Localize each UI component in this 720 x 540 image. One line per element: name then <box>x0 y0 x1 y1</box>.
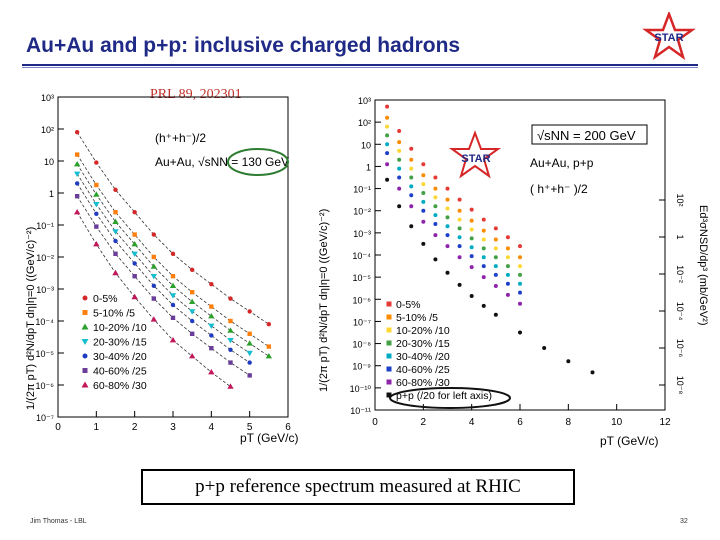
left-data-point <box>132 274 136 278</box>
right-data-point <box>397 167 401 171</box>
right-legend-label: 5-10% /5 <box>396 312 439 324</box>
left-data-point <box>94 160 98 164</box>
right-data-point <box>397 149 401 153</box>
right-data-point <box>385 178 389 182</box>
right-ylabel-secondary: Ed³σNSD/dp³ (mb/GeV²) <box>697 205 709 326</box>
right-data-point <box>482 218 486 222</box>
right-data-point <box>421 200 425 204</box>
left-data-point <box>208 313 214 318</box>
right-data-point <box>409 193 413 197</box>
right-data-point <box>385 105 389 109</box>
right-data-point <box>409 224 413 228</box>
left-xtick-label: 6 <box>285 422 291 433</box>
right-data-point <box>385 162 389 166</box>
logo-text: STAR <box>654 32 684 44</box>
right-ytick-label: 10⁻⁷ <box>352 317 371 328</box>
right-data-point <box>409 158 413 162</box>
left-legend-marker <box>82 339 89 345</box>
right-ytick-label: 10⁻² <box>353 206 371 217</box>
right-data-point <box>397 204 401 208</box>
left-data-point <box>170 293 176 298</box>
right-legend-marker <box>387 302 392 307</box>
right-data-point <box>482 304 486 308</box>
left-legend-marker <box>83 368 88 373</box>
left-data-point <box>75 130 79 134</box>
right-data-point <box>397 187 401 191</box>
left-annotation-energy: Au+Au, √sNN = 130 GeV <box>155 155 289 169</box>
right-data-point <box>421 220 425 224</box>
right-ytick-label: 10⁻⁸ <box>352 339 371 350</box>
left-data-point <box>190 319 194 323</box>
left-data-point <box>171 316 175 320</box>
left-ytick-label: 10² <box>40 125 54 135</box>
left-data-point <box>113 210 117 214</box>
right-legend-marker <box>387 341 392 346</box>
left-xtick-label: 1 <box>93 422 100 433</box>
right-data-point <box>518 264 522 268</box>
left-ytick-label: 1 <box>48 189 54 199</box>
right-data-point <box>518 273 522 277</box>
right-legend-label: 40-60% /25 <box>396 364 450 376</box>
left-data-point <box>228 319 232 323</box>
right-data-point <box>494 226 498 230</box>
left-data-point <box>247 373 251 377</box>
left-legend-marker <box>83 310 88 315</box>
right-data-point <box>385 142 389 146</box>
right-chart <box>318 96 709 448</box>
left-data-point <box>152 296 156 300</box>
right-data-point <box>409 184 413 188</box>
left-data-point <box>246 351 252 356</box>
right-data-point <box>397 176 401 180</box>
right-data-point <box>397 158 401 162</box>
caption-box: p+p reference spectrum measured at RHIC <box>141 469 575 505</box>
right-data-point <box>421 173 425 177</box>
left-data-point <box>208 324 214 329</box>
left-data-point <box>151 316 157 321</box>
left-data-point <box>267 344 271 348</box>
left-data-point <box>190 268 194 272</box>
right-secondary-tick-label: 10⁻² <box>675 265 685 283</box>
right-data-point <box>458 244 462 248</box>
right-xtick-label: 8 <box>565 417 572 428</box>
right-data-point <box>421 162 425 166</box>
right-data-point <box>542 346 546 350</box>
right-legend-label: 0-5% <box>396 299 421 311</box>
left-data-point <box>209 333 213 337</box>
right-ytick-label: 10⁻⁹ <box>352 361 371 372</box>
right-data-point <box>421 182 425 186</box>
right-data-point <box>397 129 401 133</box>
left-data-point <box>190 332 194 336</box>
right-data-point <box>433 222 437 226</box>
right-data-point <box>518 302 522 306</box>
right-data-point <box>494 255 498 259</box>
left-data-point <box>113 239 117 243</box>
left-legend-label: 0-5% <box>93 293 118 305</box>
left-data-point <box>93 202 99 207</box>
right-data-point <box>409 176 413 180</box>
right-secondary-tick-label: 10² <box>675 193 685 207</box>
right-data-point <box>446 233 450 237</box>
right-data-point <box>566 359 570 363</box>
left-data-point <box>152 232 156 236</box>
right-data-point <box>446 198 450 202</box>
right-data-point <box>470 265 474 269</box>
right-ytick-label: 10⁻³ <box>353 228 371 239</box>
right-data-point <box>482 238 486 242</box>
left-data-point <box>209 346 213 350</box>
left-legend-label: 30-40% /20 <box>93 351 147 363</box>
right-data-point <box>433 233 437 237</box>
star-logo-inplot-icon <box>452 133 498 176</box>
right-data-point <box>506 246 510 250</box>
left-legend-label: 20-30% /15 <box>93 336 147 349</box>
left-data-point <box>228 296 232 300</box>
right-secondary-tick-label: 10⁻⁶ <box>675 338 685 358</box>
right-data-point <box>385 151 389 155</box>
right-data-point <box>482 246 486 250</box>
right-annotation-system: Au+Au, p+p <box>530 156 594 170</box>
right-secondary-tick-label: 10⁻⁴ <box>675 301 685 321</box>
right-data-point <box>506 273 510 277</box>
right-ytick-label: 10⁻¹⁰ <box>349 383 371 394</box>
right-data-point <box>482 275 486 279</box>
inplot-logo-text: STAR <box>461 153 491 165</box>
right-data-point <box>409 167 413 171</box>
left-xtick-label: 5 <box>246 422 253 433</box>
right-ytick-label: 10⁻⁶ <box>352 295 371 306</box>
left-data-point <box>171 303 175 307</box>
right-data-point <box>409 147 413 151</box>
right-data-point <box>433 195 437 199</box>
right-xtick-label: 0 <box>372 417 378 428</box>
right-data-point <box>458 226 462 230</box>
right-data-point <box>506 264 510 268</box>
left-ytick-label: 10⁻² <box>36 253 54 263</box>
left-legend-marker <box>83 354 88 359</box>
left-ytick-label: 10⁻¹ <box>36 221 54 231</box>
right-data-point <box>494 313 498 317</box>
left-data-point <box>247 332 251 336</box>
left-data-point <box>152 255 156 259</box>
left-data-point <box>75 152 79 156</box>
left-chart <box>25 93 298 445</box>
page-number: 32 <box>680 518 688 525</box>
left-data-point <box>190 290 194 294</box>
left-data-point <box>228 348 232 352</box>
right-data-point <box>397 140 401 144</box>
left-ytick-label: 10⁻⁴ <box>35 317 54 327</box>
right-ylabel: 1/(2π pT) d²N/dpT dη|η=0 ((GeV/c)⁻²) <box>318 208 330 392</box>
right-annotation-energy: √sNN = 200 GeV <box>537 128 636 143</box>
right-data-point <box>518 282 522 286</box>
right-legend-label: 30-40% /20 <box>396 351 450 363</box>
right-data-point <box>494 246 498 250</box>
right-legend-marker <box>387 315 392 320</box>
right-data-point <box>518 255 522 259</box>
right-data-point <box>433 213 437 217</box>
right-data-point <box>494 264 498 268</box>
footer-author: Jim Thomas - LBL <box>30 518 87 525</box>
right-ytick-label: 10² <box>357 118 371 129</box>
left-data-point <box>267 322 271 326</box>
right-data-point <box>433 204 437 208</box>
right-data-point <box>470 294 474 298</box>
left-ylabel: 1/(2π pT) d²N/dpT dη|η=0 ((GeV/c)⁻²) <box>25 226 37 410</box>
right-data-point <box>421 191 425 195</box>
left-data-point <box>112 270 118 275</box>
left-legend-label: 10-20% /10 <box>93 322 147 334</box>
left-data-point <box>132 261 136 265</box>
right-ytick-label: 10⁻¹¹ <box>350 406 371 416</box>
right-data-point <box>494 284 498 288</box>
right-data-point <box>446 187 450 191</box>
right-data-point <box>458 235 462 239</box>
left-data-point <box>74 172 80 177</box>
right-data-point <box>506 255 510 259</box>
right-data-point <box>470 245 474 249</box>
right-ytick-label: 10⁻⁴ <box>352 251 371 261</box>
right-data-point <box>446 224 450 228</box>
right-data-point <box>409 204 413 208</box>
right-data-point <box>446 244 450 248</box>
right-legend-label: p+p (/20 for left axis) <box>396 390 493 402</box>
left-ytick-label: 10⁻³ <box>36 285 54 295</box>
left-ytick-label: 10⁻⁷ <box>35 413 54 423</box>
left-data-point <box>247 360 251 364</box>
left-xtick-label: 4 <box>208 422 215 433</box>
right-xtick-label: 12 <box>659 417 671 428</box>
right-data-point <box>458 283 462 287</box>
left-data-point <box>246 340 252 345</box>
left-legend-label: 40-60% /25 <box>93 365 147 378</box>
right-data-point <box>433 257 437 261</box>
left-xtick-label: 2 <box>131 422 138 433</box>
left-data-point <box>171 274 175 278</box>
right-legend-label: 10-20% /10 <box>396 325 450 337</box>
right-xtick-label: 4 <box>468 417 475 428</box>
left-data-point <box>152 284 156 288</box>
left-data-point <box>75 181 79 185</box>
left-data-point <box>94 212 98 216</box>
left-ytick-label: 10⁻⁶ <box>35 381 54 391</box>
right-data-point <box>446 207 450 211</box>
right-legend-marker <box>387 328 392 333</box>
right-data-point <box>385 133 389 137</box>
right-legend-marker <box>387 380 392 385</box>
left-legend-marker <box>82 382 89 388</box>
right-data-point <box>494 273 498 277</box>
right-ytick-label: 10 <box>360 140 371 151</box>
left-ytick-label: 10³ <box>40 93 54 103</box>
right-data-point <box>470 219 474 223</box>
right-ytick-label: 1 <box>365 162 371 173</box>
right-data-point <box>506 293 510 297</box>
left-xlabel: pT (GeV/c) <box>240 431 299 445</box>
right-data-point <box>470 236 474 240</box>
reference-text: PRL 89, 202301 <box>150 87 242 102</box>
right-data-point <box>482 229 486 233</box>
right-data-point <box>421 209 425 213</box>
left-data-point <box>94 183 98 187</box>
right-data-point <box>470 254 474 258</box>
left-legend-marker <box>82 324 89 330</box>
left-data-point <box>151 263 157 268</box>
right-data-point <box>385 125 389 129</box>
left-data-point <box>209 282 213 286</box>
right-data-point <box>433 176 437 180</box>
left-ytick-label: 10⁻⁵ <box>35 349 54 359</box>
right-data-point <box>518 331 522 335</box>
right-xtick-label: 2 <box>420 417 427 428</box>
left-data-point <box>74 161 80 166</box>
right-data-point <box>506 235 510 239</box>
left-legend-label: 5-10% /5 <box>93 307 136 320</box>
left-data-point <box>93 241 99 246</box>
left-data-point <box>131 294 137 299</box>
right-data-point <box>591 370 595 374</box>
left-xtick-label: 0 <box>55 422 61 433</box>
left-data-point <box>74 209 80 214</box>
slide-title: Au+Au and p+p: inclusive charged hadrons <box>26 34 461 57</box>
left-legend-marker <box>83 296 88 301</box>
right-data-point <box>458 255 462 259</box>
right-data-point <box>470 228 474 232</box>
right-ytick-label: 10³ <box>357 96 371 106</box>
right-secondary-tick-label: 10⁻⁸ <box>675 375 685 395</box>
right-data-point <box>518 291 522 295</box>
right-data-point <box>433 187 437 191</box>
right-data-point <box>482 264 486 268</box>
right-xtick-label: 10 <box>611 417 623 428</box>
right-data-point <box>446 215 450 219</box>
left-data-point <box>112 219 118 224</box>
right-data-point <box>482 255 486 259</box>
right-legend-marker <box>387 354 392 359</box>
left-data-point <box>266 353 272 358</box>
right-data-point <box>494 238 498 242</box>
right-data-point <box>458 198 462 202</box>
right-xtick-label: 6 <box>517 417 523 428</box>
left-ytick-label: 10 <box>43 157 54 167</box>
right-data-point <box>470 208 474 212</box>
right-data-point <box>446 271 450 275</box>
left-legend-label: 60-80% /30 <box>93 380 147 392</box>
right-secondary-tick-label: 1 <box>675 234 685 240</box>
left-data-point <box>227 327 233 332</box>
right-data-point <box>458 218 462 222</box>
left-data-point <box>227 338 233 343</box>
right-ytick-label: 10⁻⁵ <box>352 273 371 284</box>
left-data-point <box>94 224 98 228</box>
left-annotation-top: (h⁺+h⁻)/2 <box>155 131 207 145</box>
left-data-point <box>132 210 136 214</box>
left-data-point <box>75 194 79 198</box>
left-data-point <box>247 309 251 313</box>
left-data-point <box>113 252 117 256</box>
left-data-point <box>227 383 233 388</box>
left-data-point <box>189 309 195 314</box>
left-data-point <box>113 188 117 192</box>
left-data-point <box>93 191 99 196</box>
right-data-point <box>458 209 462 213</box>
right-data-point <box>385 116 389 120</box>
left-data-point <box>171 252 175 256</box>
right-data-point <box>518 244 522 248</box>
right-data-point <box>421 242 425 246</box>
left-xtick-label: 3 <box>170 422 176 433</box>
right-legend-marker <box>387 367 392 372</box>
right-xlabel: pT (GeV/c) <box>600 434 659 448</box>
right-annotation-particles: ( h⁺+h⁻ )/2 <box>530 182 588 196</box>
right-legend-label: 20-30% /15 <box>396 338 450 350</box>
left-data-point <box>209 304 213 308</box>
left-data-point <box>132 232 136 236</box>
right-legend-label: 60-80% /30 <box>396 377 450 389</box>
right-data-point <box>506 282 510 286</box>
left-data-point <box>228 360 232 364</box>
right-ytick-label: 10⁻¹ <box>353 184 371 195</box>
